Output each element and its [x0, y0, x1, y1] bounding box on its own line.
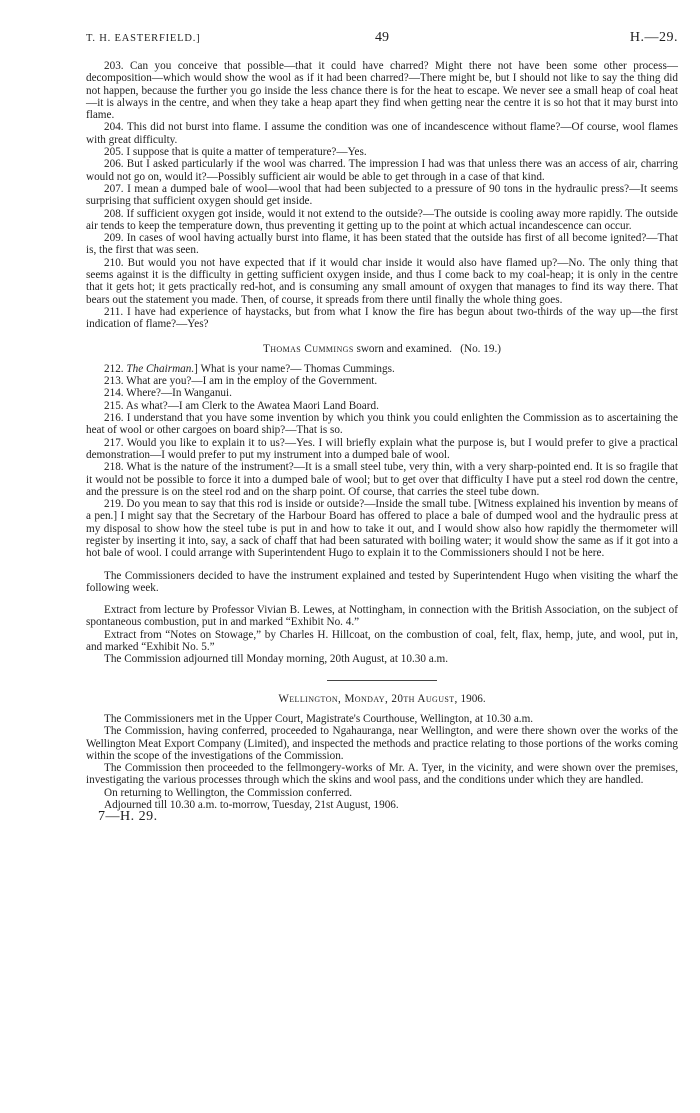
paragraph: 216. I understand that you have some invention by which you think you could enlighten the Commission as to ascertaining the heat of wool or other cargoes on board ship?—That is so.	[86, 412, 678, 437]
witness-heading	[86, 343, 678, 355]
paragraph: 207. I mean a dumped bale of wool—wool that had been subjected to a pressure of 90 tons in the hydraulic press?—It seems surprising that sufficient oxygen should get inside.	[86, 182, 678, 208]
paragraph: The Commission then proceeded to the fellmongery-works of Mr. A. Tyer, in the vicinity, and were shown over the premises, investigating the various processes through which the skins and wool pass, and the conditions under which they are handled.	[86, 762, 678, 787]
paragraph: 203. Can you conceive that possible—that it could have charred? Might there not have been some other process—decomposition—which would show the wool as if it had been charred?—There might be, but I should not like to say the thing did not happen, because the further you go inside the less chance there is for the heat to escape. We never see a small heap of coal heat—it is always in the centre, and when they take a heap apart they find when getting near the centre it is so hot that it may burst into flame.	[86, 60, 678, 122]
paragraph: The Commission, having conferred, proceeded to Ngahauranga, near Wellington, and were there shown over the works of the Wellington Meat Export Company (Limited), and inspected the methods and practice relating to those portions of the works coming within the scope of the investigations of the Commission.	[86, 725, 678, 762]
proceedings-block	[86, 713, 678, 811]
date-heading	[86, 693, 678, 705]
paragraph: The Commissioners met in the Upper Court, Magistrate's Courthouse, Wellington, at 10.30 a.m.	[104, 712, 534, 725]
paragraph: 213. What are you?—I am in the employ of the Government.	[104, 375, 378, 388]
paragraph: 218. What is the nature of the instrument?—It is a small steel tube, very thin, with a very sharp-pointed end. It is so fragile that it would not be possible to force it into a dumped bale of wool; but to get over that difficulty I have put a steel rod down the centre, and the pressure is on the steel rod and on the sharp point. Of course, that carries the steel tube down.	[86, 461, 678, 498]
paragraph: 217. Would you like to explain it to us?—Yes. I will briefly explain what the purpose is, but I would prefer to give a practical demonstration—I would prefer to put my instrument into a dumped bale of wool.	[86, 436, 678, 461]
paragraph: Extract from lecture by Professor Vivian B. Lewes, at Nottingham, in connection with the British Association, on the subject of spontaneous combustion, put in and marked “Exhibit No. 4.”	[86, 604, 678, 629]
paragraph: Extract from “Notes on Stowage,” by Charles H. Hillcoat, on the combustion of coal, felt, flax, hemp, jute, and wool, put in, and marked “Exhibit No. 5.”	[86, 628, 678, 654]
paragraph: 214. Where?—In Wanganui.	[104, 387, 232, 400]
page-header	[86, 30, 678, 52]
commission-decision: The Commissioners decided to have the instrument explained and tested by Superintendent Hugo when visiting the wharf the following week.	[86, 569, 678, 594]
document-body	[86, 60, 678, 824]
signature-mark: 7—H. 29.	[98, 809, 158, 825]
document-page	[86, 30, 678, 824]
paragraph: 209. In cases of wool having actually burst into flame, it has been stated that the outside has first of all become ignited?—That is, the first that was seen.	[86, 232, 678, 257]
witness-sworn-text: sworn and examined.	[356, 342, 452, 355]
date-heading-year: 1906.	[460, 692, 486, 705]
header-reference: H.—29.	[629, 30, 678, 45]
paragraph: 205. I suppose that is quite a matter of temperature?—Yes.	[104, 146, 367, 159]
testimony-block-2	[86, 363, 678, 560]
header-author: T. H. EASTERFIELD.]	[86, 33, 201, 44]
paragraph: 211. I have had experience of haystacks, but from what I know the fire has begun about two-thirds of the way up—the first indication of flame?—Yes?	[86, 305, 678, 331]
paragraph: On returning to Wellington, the Commission conferred.	[104, 786, 353, 799]
paragraph: Adjourned till 10.30 a.m. to-morrow, Tuesday, 21st August, 1906.	[104, 799, 399, 812]
paragraph: The Commission adjourned till Monday morning, 20th August, at 10.30 a.m.	[104, 653, 448, 666]
chairman-label: The Chairman.	[126, 362, 195, 375]
paragraph: 208. If sufficient oxygen got inside, would it not extend to the outside?—The outside is cooling away more rapidly. The outside air tends to keep the temperature down, thus preventing it getting up to the point at which actual incandescence can occur.	[86, 207, 678, 232]
witness-number: (No. 19.)	[460, 342, 501, 355]
paragraph	[86, 363, 678, 375]
section-divider	[327, 680, 437, 681]
paragraph: 204. This did not burst into flame. I assume the condition was one of incandescence without flame?—Of course, wool flames with great difficulty.	[86, 121, 678, 146]
paragraph: 206. But I asked particularly if the wool was charred. The impression I had was that unless there was an access of air, charring would not go on, would it?—Possibly sufficient air would be able to get through in a case of that kind.	[86, 158, 678, 183]
question-text: ] What is your name?— Thomas Cummings.	[194, 362, 395, 375]
page-number: 49	[375, 30, 389, 45]
exhibits-block	[86, 604, 678, 665]
witness-name: Thomas Cummings	[263, 342, 354, 355]
date-heading-text: Wellington, Monday, 20th August,	[278, 692, 458, 705]
question-number: 212.	[104, 362, 124, 375]
testimony-block-1	[86, 60, 678, 331]
paragraph: 215. As what?—I am Clerk to the Awatea Maori Land Board.	[104, 399, 379, 412]
paragraph: 210. But would you not have expected that if it would char inside it would also have flamed up?—No. The only thing that seems against it is the difficulty in getting sufficient oxygen inside, and thus I come back to my coal-heap; it is only in the centre that it gets hot; it gets practically red-hot, and is consuming any small amount of oxygen that manages to find its way there. That bears out the statement you made. Then, of course, it spreads from there until finally the whole thing goes.	[86, 256, 678, 306]
paragraph: 219. Do you mean to say that this rod is inside or outside?—Inside the small tube. [Witness explained his invention by means of a pen.] I might say that the Secretary of the Harbour Board has offered to place a bale of dumped wool and the hydraulic press at my disposal to show how the steel tube is put in and how to take it out, and I would show also how rapidly the thermometer will register by inserting it into, say, a sack of chaff that had been saturated with boiling water; it would show the same as if it got into a hot bale of wool. I could arrange with Superintendent Hugo to explain it to the Commissioners should I not be here.	[86, 498, 678, 560]
